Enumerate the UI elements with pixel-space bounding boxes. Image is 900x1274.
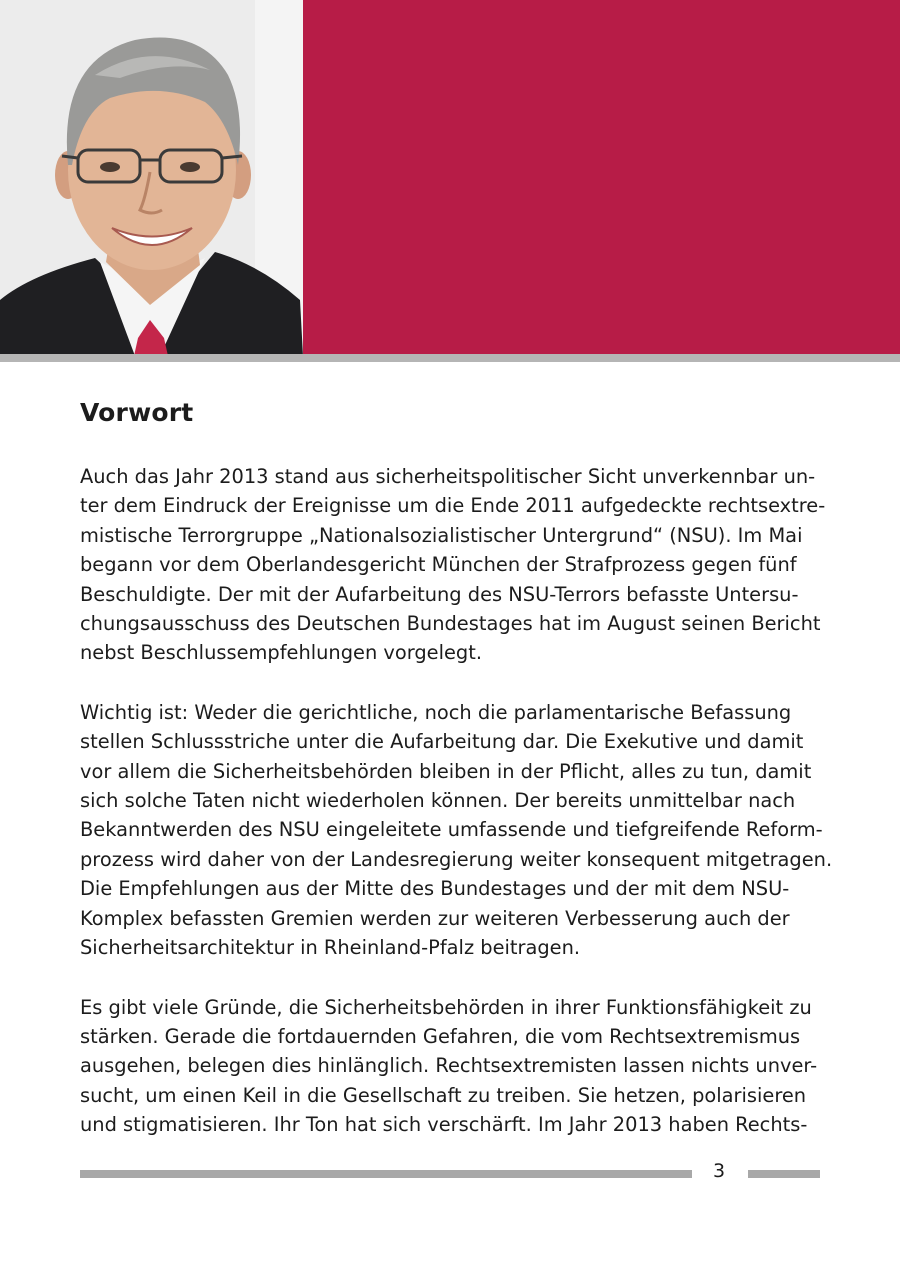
text-line: Bekanntwerden des NSU eingeleitete umfassende und tiefgreifende Reform- bbox=[80, 818, 823, 842]
text-line: stärken. Gerade die fortdauernden Gefahren, die vom Rechtsextremismus bbox=[80, 1024, 801, 1048]
header-divider bbox=[0, 354, 900, 362]
text-line: sucht, um einen Keil in die Gesellschaft zu treiben. Sie hetzen, polarisieren bbox=[80, 1083, 807, 1107]
text-line: Sicherheitsarchitektur in Rheinland-Pfalz beitragen. bbox=[80, 936, 581, 960]
page-header bbox=[0, 0, 900, 356]
text-line: mistische Terrorgruppe „Nationalsozialistischer Untergrund“ (NSU). Im Mai bbox=[80, 523, 803, 547]
text-line: Wichtig ist: Weder die gerichtliche, noch die parlamentarische Befassung bbox=[80, 700, 792, 724]
text-line: prozess wird daher von der Landesregierung weiter konsequent mitgetragen. bbox=[80, 847, 833, 871]
paragraph bbox=[80, 993, 820, 1140]
text-line: begann vor dem Oberlandesgericht München der Strafprozess gegen fünf bbox=[80, 553, 797, 577]
header-banner bbox=[303, 0, 900, 356]
text-line: Es gibt viele Gründe, die Sicherheitsbehörden in ihrer Funktionsfähigkeit zu bbox=[80, 995, 812, 1019]
text-line: Beschuldigte. Der mit der Aufarbeitung des NSU-Terrors befasste Untersu- bbox=[80, 582, 799, 606]
text-line: ausgehen, belegen dies hinlänglich. Rechtsextremisten lassen nichts unver- bbox=[80, 1054, 818, 1078]
text-line: ter dem Eindruck der Ereignisse um die Ende 2011 aufgedeckte rechtsextre- bbox=[80, 494, 826, 518]
page-title: Vorwort bbox=[80, 398, 194, 427]
text-line: Auch das Jahr 2013 stand aus sicherheitspolitischer Sicht unverkennbar un- bbox=[80, 465, 816, 488]
portrait-illustration bbox=[0, 0, 303, 356]
footer-bar-right bbox=[748, 1170, 820, 1178]
text-line: nebst Beschlussempfehlungen vorgelegt. bbox=[80, 641, 482, 665]
footer-bar-left bbox=[80, 1170, 692, 1178]
text-line: chungsausschuss des Deutschen Bundestages hat im August seinen Bericht bbox=[80, 612, 821, 636]
text-line: und stigmatisieren. Ihr Ton hat sich verschärft. Im Jahr 2013 haben Rechts- bbox=[80, 1113, 808, 1137]
page-number: 3 bbox=[712, 1160, 726, 1182]
text-line: stellen Schlussstriche unter die Aufarbeitung dar. Die Exekutive und damit bbox=[80, 730, 804, 754]
paragraph bbox=[80, 462, 826, 668]
text-line: sich solche Taten nicht wiederholen können. Der bereits unmittelbar nach bbox=[80, 789, 796, 813]
text-line: vor allem die Sicherheitsbehörden bleiben in der Pflicht, alles zu tun, damit bbox=[80, 759, 812, 783]
body-text bbox=[80, 462, 833, 1170]
text-line: Die Empfehlungen aus der Mitte des Bundestages und der mit dem NSU- bbox=[80, 877, 790, 901]
paragraph bbox=[80, 698, 833, 963]
text-line: Komplex befassten Gremien werden zur weiteren Verbesserung auch der bbox=[80, 906, 790, 930]
portrait-photo bbox=[0, 0, 303, 356]
